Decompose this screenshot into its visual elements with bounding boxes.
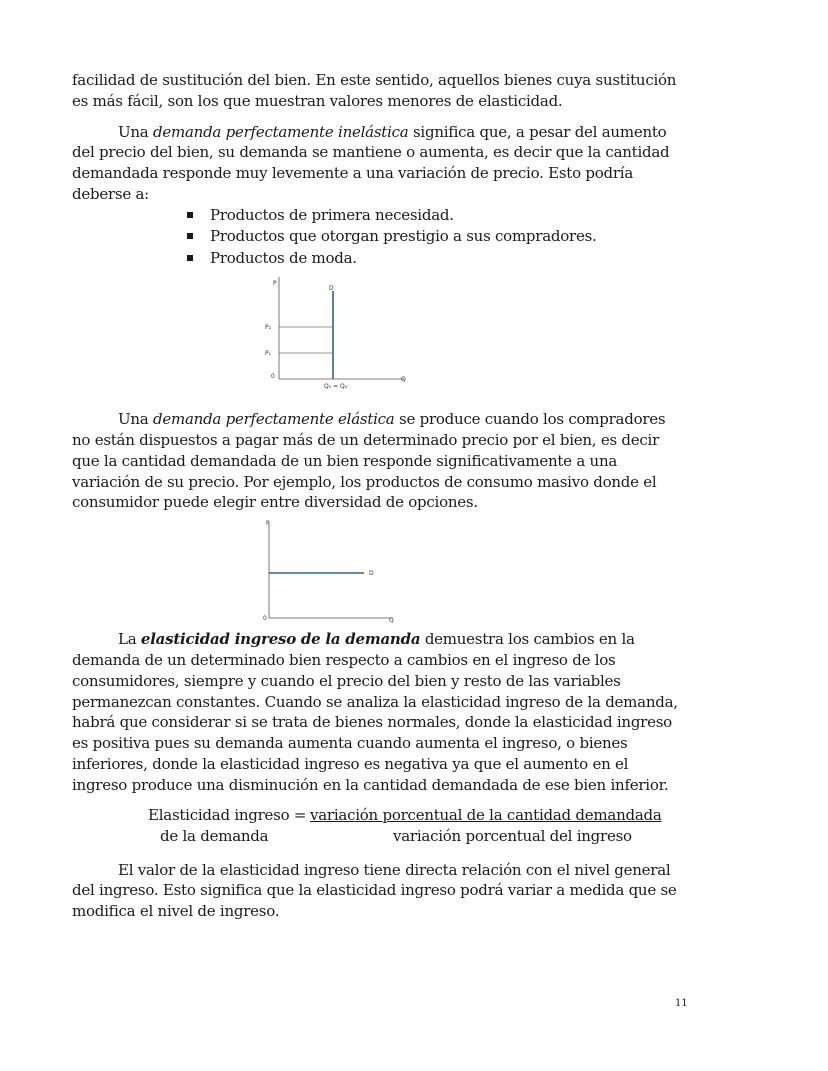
bullet-list [72,205,684,270]
paragraph-inelastic [72,122,684,205]
paragraph-elastic [72,409,684,513]
income-lead: La [118,630,141,649]
origin-label: 0 [263,615,267,623]
x-axis-label: Q [401,376,406,384]
inelastic-rest: significa que, a pesar del aumento del precio del bien, su demanda se mantiene o aumenta, es decir que la cantidad demandada responde muy levemente a una variación de precio. Esto podría deberse a: [72,122,670,203]
paragraph-substitution: facilidad de sustitución del bien. En este sentido, aquellos bienes cuya sustitución es más fácil, son los que muestran valores menores de elasticidad. [72,71,677,110]
inelastic-lead: Una [118,122,154,141]
list-item [184,248,684,270]
bullet-square-icon [187,255,193,261]
list-item [184,226,684,248]
page-number: 11 [675,998,688,1009]
graph-inelastic-demand [72,269,684,399]
bullet-square-icon [187,233,193,239]
income-elasticity-formula [72,806,684,850]
y-axis-label: P [273,280,277,288]
inelastic-term: demanda perfectamente inelástica [153,122,409,141]
curve-label: D [369,570,374,578]
list-item-text: Productos que otorgan prestigio a sus compradores. [210,227,597,246]
paragraph-income-level: El valor de la elasticidad ingreso tiene directa relación con el nivel general del ingreso. Esto significa que la elasticidad ingreso podrá variar a medida que se modifica el nivel de ingreso. [72,860,677,921]
graph-elastic-svg [72,513,684,625]
q-label: Q₁ = Q₂ [324,383,348,391]
formula-lhs-line2: de la demanda [160,826,269,845]
list-item-text: Productos de moda. [210,248,357,267]
document-body [72,70,684,922]
elastic-rest: se produce cuando los compradores no están dispuestos a pagar más de un determinado precio por el bien, es decir que la cantidad demandada de un bien responde significativamente a una variación de su precio. Por ejemplo, los productos de consumo masivo donde el consumidor puede elegir entre diversidad de opciones. [72,410,666,512]
p1-label: P₁ [265,350,272,358]
x-axis-label: Q [389,617,394,625]
curve-label: D [329,285,334,293]
formula-lhs-line1: Elasticidad ingreso = [148,805,307,824]
paragraph-income-elasticity [72,629,684,795]
list-item [184,205,684,227]
formula-numerator: variación porcentual de la cantidad demandada [310,805,662,824]
p2-label: P₂ [265,324,272,332]
elastic-lead: Una [118,410,154,429]
formula-denominator: variación porcentual del ingreso [393,826,632,845]
y-axis-label: P [266,520,270,528]
graph-inelastic-svg [72,269,684,399]
origin-label: 0 [271,373,275,381]
elastic-term: demanda perfectamente elástica [153,410,395,429]
income-rest: demuestra los cambios en la demanda de un determinado bien respecto a cambios en el ingreso de los consumidores, siempre y cuando el precio del bien y resto de las variables permanezcan constantes. Cuando se analiza la elasticidad ingreso de la demanda, habrá que considerar si se trata de bienes normales, donde la elasticidad ingreso es positiva pues su demanda aumenta cuando aumenta el ingreso, o bienes inferiores, donde la elasticidad ingreso es negativa ya que el aumento en el ingreso produce una disminución en la cantidad demandada de ese bien inferior. [72,630,678,794]
graph-elastic-demand [72,513,684,625]
income-term: elasticidad ingreso de la demanda [140,630,421,649]
bullet-square-icon [187,212,193,218]
list-item-text: Productos de primera necesidad. [210,205,454,224]
